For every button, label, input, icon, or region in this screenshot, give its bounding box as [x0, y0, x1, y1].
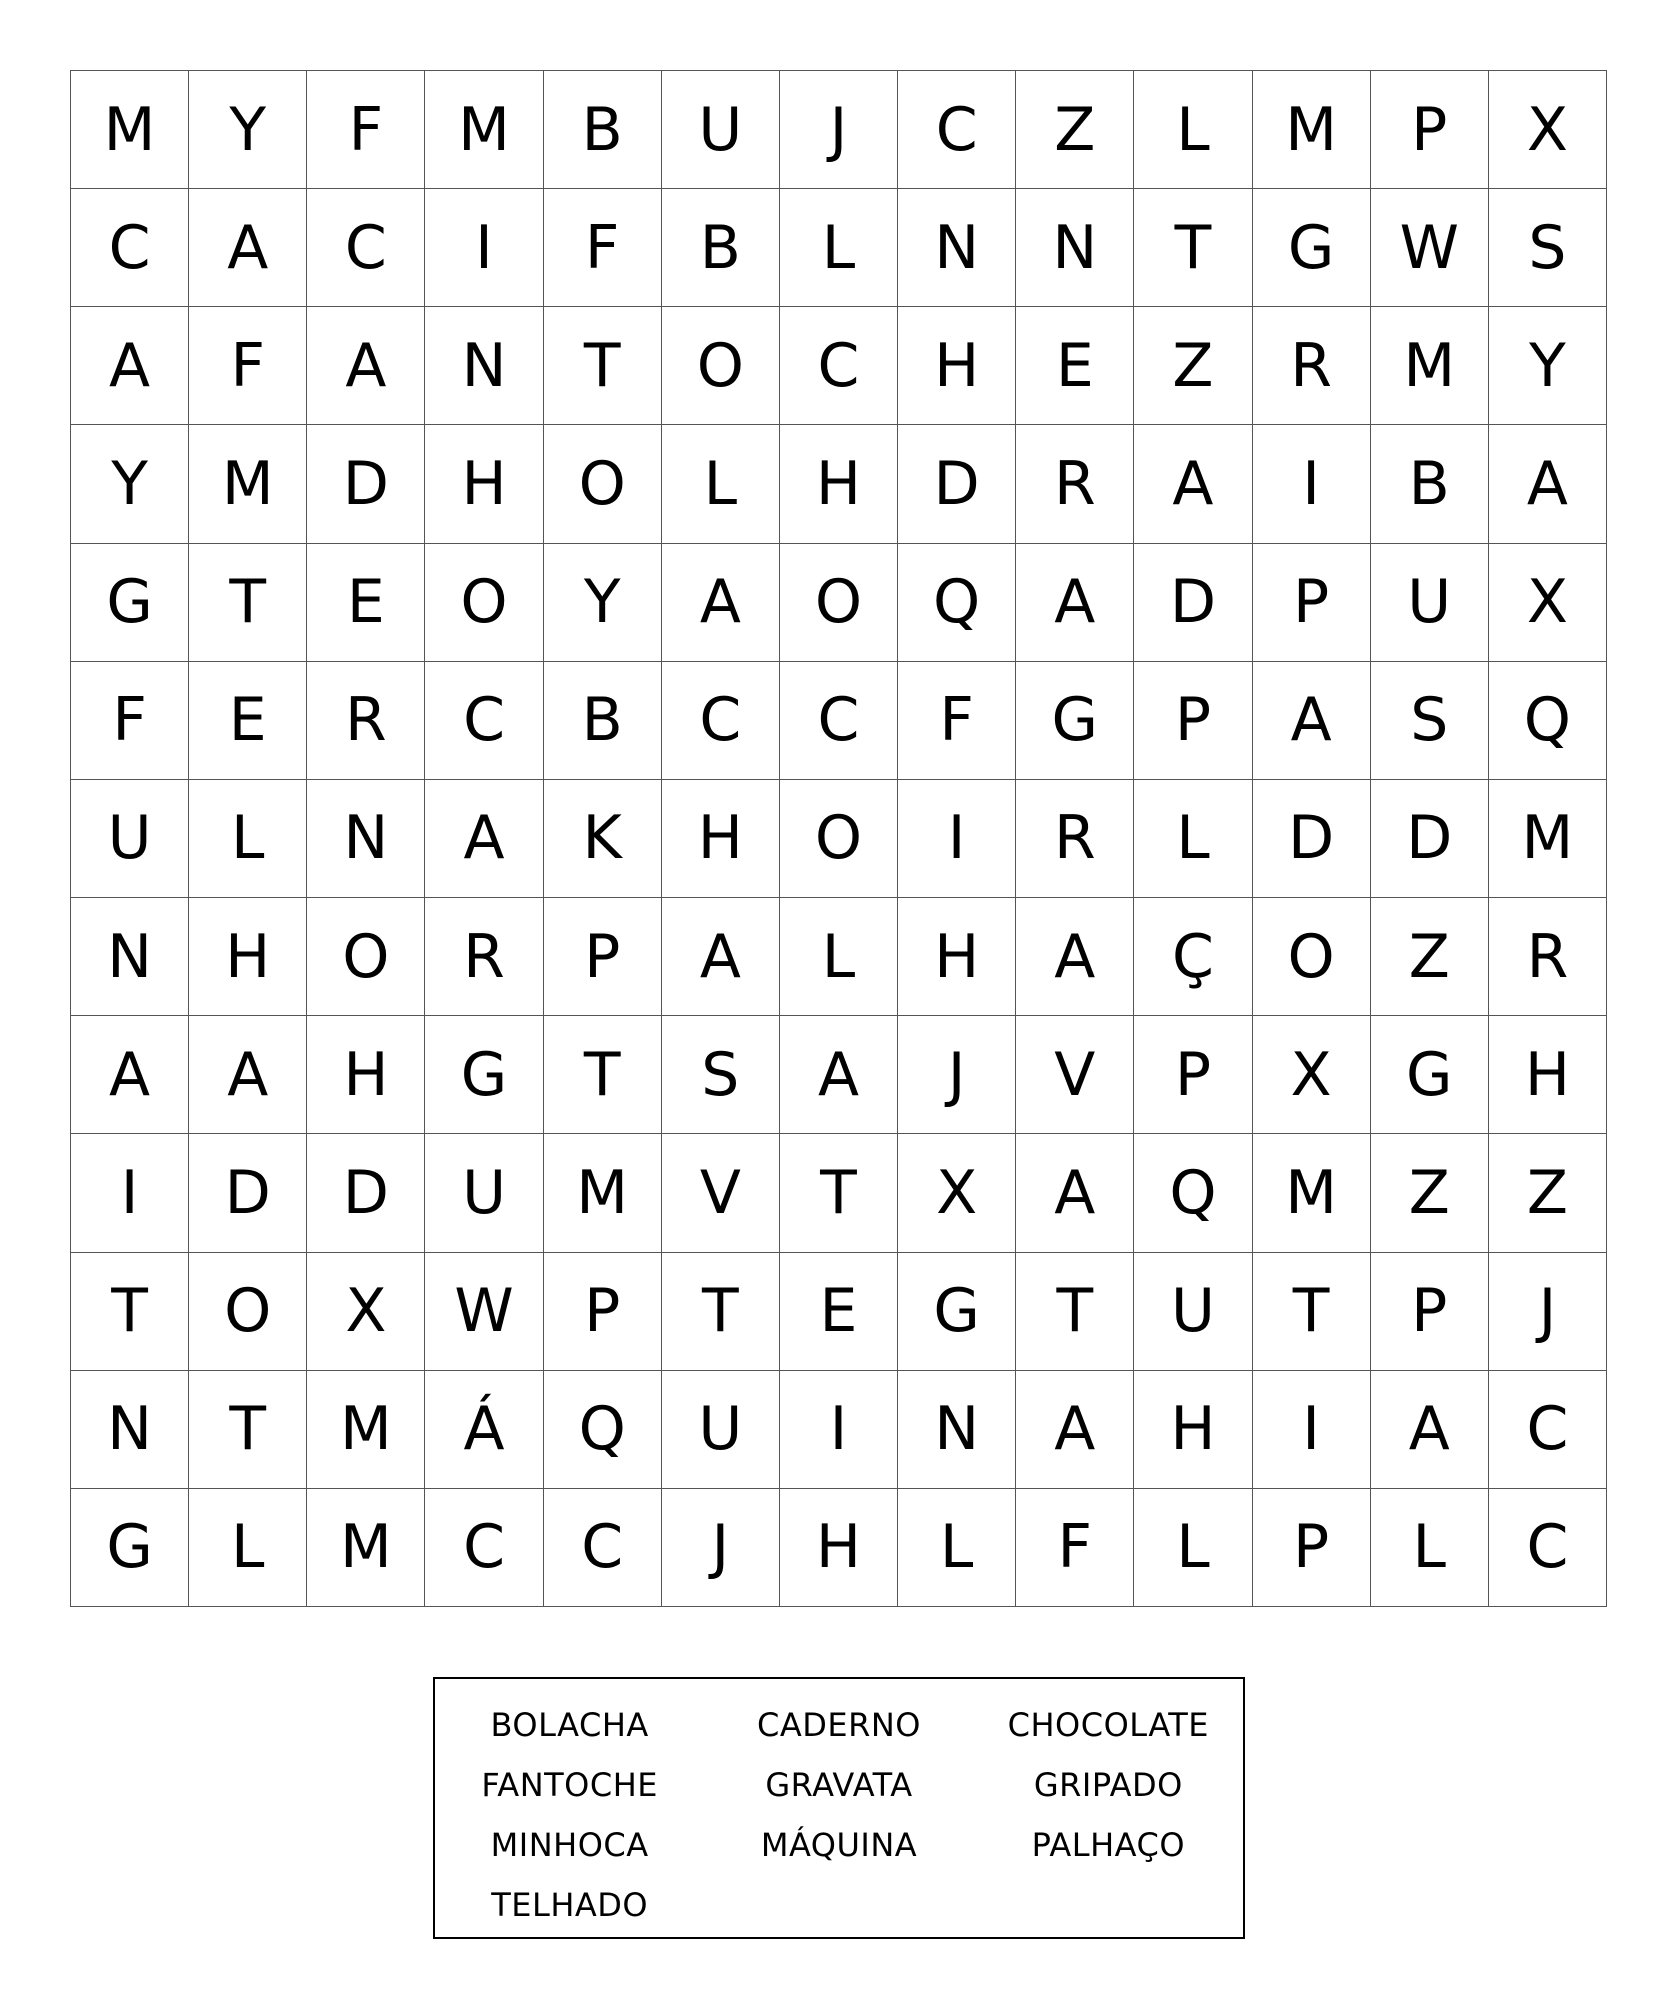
grid-cell[interactable]: L — [1134, 1489, 1252, 1607]
grid-cell[interactable]: Q — [1134, 1134, 1252, 1252]
grid-cell[interactable]: M — [1371, 307, 1489, 425]
word-list-item: MINHOCA — [490, 1826, 649, 1864]
grid-cell[interactable]: P — [1371, 1253, 1489, 1371]
grid-cell[interactable]: N — [1016, 189, 1134, 307]
grid-cell[interactable]: G — [71, 544, 189, 662]
grid-cell[interactable]: F — [898, 662, 1016, 780]
grid-cell[interactable]: E — [189, 662, 307, 780]
grid-cell[interactable]: H — [780, 1489, 898, 1607]
grid-cell[interactable]: P — [544, 898, 662, 1016]
grid-cell[interactable]: P — [1134, 662, 1252, 780]
grid-cell[interactable]: O — [307, 898, 425, 1016]
grid-cell[interactable]: W — [425, 1253, 543, 1371]
grid-cell[interactable]: A — [71, 307, 189, 425]
grid-cell[interactable]: X — [898, 1134, 1016, 1252]
grid-cell[interactable]: L — [898, 1489, 1016, 1607]
grid-cell[interactable]: D — [1253, 780, 1371, 898]
grid-cell[interactable]: L — [1134, 780, 1252, 898]
grid-cell[interactable]: C — [425, 662, 543, 780]
letter-grid — [70, 70, 1607, 1607]
grid-cell[interactable]: B — [662, 189, 780, 307]
grid-cell[interactable]: C — [898, 71, 1016, 189]
grid-cell[interactable]: A — [1016, 1134, 1134, 1252]
grid-cell[interactable]: H — [307, 1016, 425, 1134]
grid-cell[interactable]: D — [1371, 780, 1489, 898]
grid-cell[interactable]: F — [1016, 1489, 1134, 1607]
grid-cell[interactable]: F — [71, 662, 189, 780]
grid-cell[interactable]: M — [71, 71, 189, 189]
word-list-item: CADERNO — [757, 1706, 921, 1744]
word-list — [433, 1677, 1245, 1939]
grid-cell[interactable]: Z — [1371, 1134, 1489, 1252]
grid-cell[interactable]: X — [1489, 544, 1607, 662]
grid-cell[interactable]: Y — [1489, 307, 1607, 425]
grid-cell[interactable]: U — [662, 1371, 780, 1489]
grid-cell[interactable]: P — [1134, 1016, 1252, 1134]
grid-cell[interactable]: E — [307, 544, 425, 662]
grid-cell[interactable]: F — [544, 189, 662, 307]
grid-cell[interactable]: P — [544, 1253, 662, 1371]
grid-cell[interactable]: R — [1016, 780, 1134, 898]
word-list-item: TELHADO — [491, 1886, 649, 1924]
grid-cell[interactable]: Ç — [1134, 898, 1252, 1016]
grid-cell[interactable]: I — [1253, 425, 1371, 543]
word-list-item: GRIPADO — [1033, 1766, 1183, 1804]
grid-cell[interactable]: D — [189, 1134, 307, 1252]
grid-cell[interactable]: A — [1016, 898, 1134, 1016]
grid-cell[interactable]: Q — [898, 544, 1016, 662]
grid-cell[interactable]: O — [544, 425, 662, 543]
grid-cell[interactable]: M — [544, 1134, 662, 1252]
grid-cell[interactable]: T — [189, 1371, 307, 1489]
grid-cell[interactable]: C — [780, 307, 898, 425]
grid-cell[interactable]: N — [898, 189, 1016, 307]
grid-cell[interactable]: S — [1371, 662, 1489, 780]
grid-cell[interactable]: G — [898, 1253, 1016, 1371]
grid-cell[interactable]: B — [1371, 425, 1489, 543]
grid-cell[interactable]: T — [1134, 189, 1252, 307]
grid-cell[interactable]: S — [662, 1016, 780, 1134]
grid-cell[interactable]: M — [425, 71, 543, 189]
grid-cell[interactable]: Q — [544, 1371, 662, 1489]
grid-cell[interactable]: A — [662, 898, 780, 1016]
grid-cell[interactable]: T — [544, 307, 662, 425]
grid-cell[interactable]: L — [189, 1489, 307, 1607]
grid-cell[interactable]: Y — [189, 71, 307, 189]
grid-cell[interactable]: M — [1253, 71, 1371, 189]
grid-cell[interactable]: H — [780, 425, 898, 543]
grid-cell[interactable]: K — [544, 780, 662, 898]
grid-cell[interactable]: J — [898, 1016, 1016, 1134]
grid-cell[interactable]: A — [1253, 662, 1371, 780]
grid-cell[interactable]: A — [1489, 425, 1607, 543]
grid-cell[interactable]: T — [1016, 1253, 1134, 1371]
grid-cell[interactable]: L — [662, 425, 780, 543]
grid-cell[interactable]: T — [544, 1016, 662, 1134]
grid-cell[interactable]: P — [1371, 71, 1489, 189]
grid-cell[interactable]: D — [307, 425, 425, 543]
grid-cell[interactable]: L — [1371, 1489, 1489, 1607]
grid-cell[interactable]: J — [780, 71, 898, 189]
grid-cell[interactable]: M — [307, 1489, 425, 1607]
grid-cell[interactable]: H — [189, 898, 307, 1016]
grid-cell[interactable]: Q — [1489, 662, 1607, 780]
grid-cell[interactable]: M — [1253, 1134, 1371, 1252]
grid-cell[interactable]: P — [1253, 1489, 1371, 1607]
grid-cell[interactable]: Á — [425, 1371, 543, 1489]
grid-cell[interactable]: J — [662, 1489, 780, 1607]
grid-cell[interactable]: E — [780, 1253, 898, 1371]
grid-cell[interactable]: A — [1016, 544, 1134, 662]
grid-cell[interactable]: Y — [71, 425, 189, 543]
grid-cell[interactable]: G — [71, 1489, 189, 1607]
grid-cell[interactable]: N — [71, 898, 189, 1016]
grid-cell[interactable]: L — [1134, 71, 1252, 189]
grid-cell[interactable]: I — [425, 189, 543, 307]
grid-cell[interactable]: N — [898, 1371, 1016, 1489]
grid-cell[interactable]: Y — [544, 544, 662, 662]
grid-cell[interactable]: H — [1134, 1371, 1252, 1489]
grid-cell[interactable]: P — [1253, 544, 1371, 662]
grid-cell[interactable]: R — [307, 662, 425, 780]
grid-cell[interactable]: D — [307, 1134, 425, 1252]
word-list-item: PALHAÇO — [1031, 1826, 1186, 1864]
grid-cell[interactable]: Z — [1016, 71, 1134, 189]
grid-cell[interactable]: C — [1489, 1371, 1607, 1489]
grid-cell[interactable]: X — [1253, 1016, 1371, 1134]
grid-cell[interactable]: H — [425, 425, 543, 543]
grid-cell[interactable]: B — [544, 662, 662, 780]
grid-cell[interactable]: C — [544, 1489, 662, 1607]
grid-cell[interactable]: I — [780, 1371, 898, 1489]
grid-cell[interactable]: O — [662, 307, 780, 425]
grid-cell[interactable]: A — [189, 1016, 307, 1134]
grid-cell[interactable]: O — [780, 780, 898, 898]
grid-cell[interactable]: O — [189, 1253, 307, 1371]
grid-cell[interactable]: R — [425, 898, 543, 1016]
grid-cell[interactable]: U — [662, 71, 780, 189]
grid-cell[interactable]: U — [425, 1134, 543, 1252]
grid-cell[interactable]: A — [307, 307, 425, 425]
grid-cell[interactable]: G — [425, 1016, 543, 1134]
grid-cell[interactable]: M — [189, 425, 307, 543]
grid-cell[interactable]: G — [1253, 189, 1371, 307]
grid-cell[interactable]: Z — [1489, 1134, 1607, 1252]
grid-cell[interactable]: X — [307, 1253, 425, 1371]
grid-cell[interactable]: U — [1134, 1253, 1252, 1371]
grid-cell[interactable]: M — [1489, 780, 1607, 898]
grid-cell[interactable]: N — [307, 780, 425, 898]
grid-cell[interactable]: J — [1489, 1253, 1607, 1371]
grid-cell[interactable]: X — [1489, 71, 1607, 189]
grid-cell[interactable]: I — [1253, 1371, 1371, 1489]
grid-cell[interactable]: H — [898, 307, 1016, 425]
grid-cell[interactable]: N — [71, 1371, 189, 1489]
grid-cell[interactable]: U — [1371, 544, 1489, 662]
grid-cell[interactable]: F — [189, 307, 307, 425]
grid-cell[interactable]: L — [780, 898, 898, 1016]
grid-cell[interactable]: I — [71, 1134, 189, 1252]
grid-cell[interactable]: O — [780, 544, 898, 662]
grid-cell[interactable]: H — [1489, 1016, 1607, 1134]
word-list-item: GRAVATA — [765, 1766, 913, 1804]
grid-cell[interactable]: S — [1489, 189, 1607, 307]
word-list-item: CHOCOLATE — [1007, 1706, 1209, 1744]
grid-cell[interactable]: R — [1016, 425, 1134, 543]
grid-cell[interactable]: T — [71, 1253, 189, 1371]
grid-cell[interactable]: G — [1371, 1016, 1489, 1134]
grid-cell[interactable]: V — [662, 1134, 780, 1252]
grid-cell[interactable]: H — [662, 780, 780, 898]
grid-cell[interactable]: H — [898, 898, 1016, 1016]
grid-cell[interactable]: A — [71, 1016, 189, 1134]
grid-cell[interactable]: Z — [1371, 898, 1489, 1016]
grid-cell[interactable]: F — [307, 71, 425, 189]
grid-cell[interactable]: A — [425, 780, 543, 898]
grid-cell[interactable]: L — [780, 189, 898, 307]
grid-cell[interactable]: R — [1489, 898, 1607, 1016]
grid-cell[interactable]: A — [662, 544, 780, 662]
grid-cell[interactable]: C — [71, 189, 189, 307]
grid-cell[interactable]: D — [898, 425, 1016, 543]
grid-cell[interactable]: A — [189, 189, 307, 307]
grid-cell[interactable]: O — [425, 544, 543, 662]
grid-cell[interactable]: L — [189, 780, 307, 898]
grid-cell[interactable]: C — [425, 1489, 543, 1607]
grid-cell[interactable]: T — [780, 1134, 898, 1252]
grid-cell[interactable]: I — [898, 780, 1016, 898]
word-list-item: FANTOCHE — [481, 1766, 658, 1804]
grid-cell[interactable]: A — [1371, 1371, 1489, 1489]
grid-cell[interactable]: T — [1253, 1253, 1371, 1371]
grid-cell[interactable]: O — [1253, 898, 1371, 1016]
grid-cell[interactable]: C — [1489, 1489, 1607, 1607]
grid-cell[interactable]: W — [1371, 189, 1489, 307]
grid-cell[interactable]: C — [307, 189, 425, 307]
grid-cell[interactable]: D — [1134, 544, 1252, 662]
grid-cell[interactable]: G — [1016, 662, 1134, 780]
grid-cell[interactable]: M — [307, 1371, 425, 1489]
grid-cell[interactable]: A — [1016, 1371, 1134, 1489]
grid-cell[interactable]: Z — [1134, 307, 1252, 425]
grid-cell[interactable]: T — [662, 1253, 780, 1371]
grid-cell[interactable]: B — [544, 71, 662, 189]
grid-cell[interactable]: R — [1253, 307, 1371, 425]
grid-cell[interactable]: C — [662, 662, 780, 780]
word-list-item: MÁQUINA — [760, 1826, 918, 1864]
grid-cell[interactable]: E — [1016, 307, 1134, 425]
grid-cell[interactable]: A — [1134, 425, 1252, 543]
grid-cell[interactable]: V — [1016, 1016, 1134, 1134]
grid-cell[interactable]: C — [780, 662, 898, 780]
grid-cell[interactable]: A — [780, 1016, 898, 1134]
grid-cell[interactable]: U — [71, 780, 189, 898]
grid-cell[interactable]: T — [189, 544, 307, 662]
grid-cell[interactable]: N — [425, 307, 543, 425]
word-list-item: BOLACHA — [490, 1706, 649, 1744]
